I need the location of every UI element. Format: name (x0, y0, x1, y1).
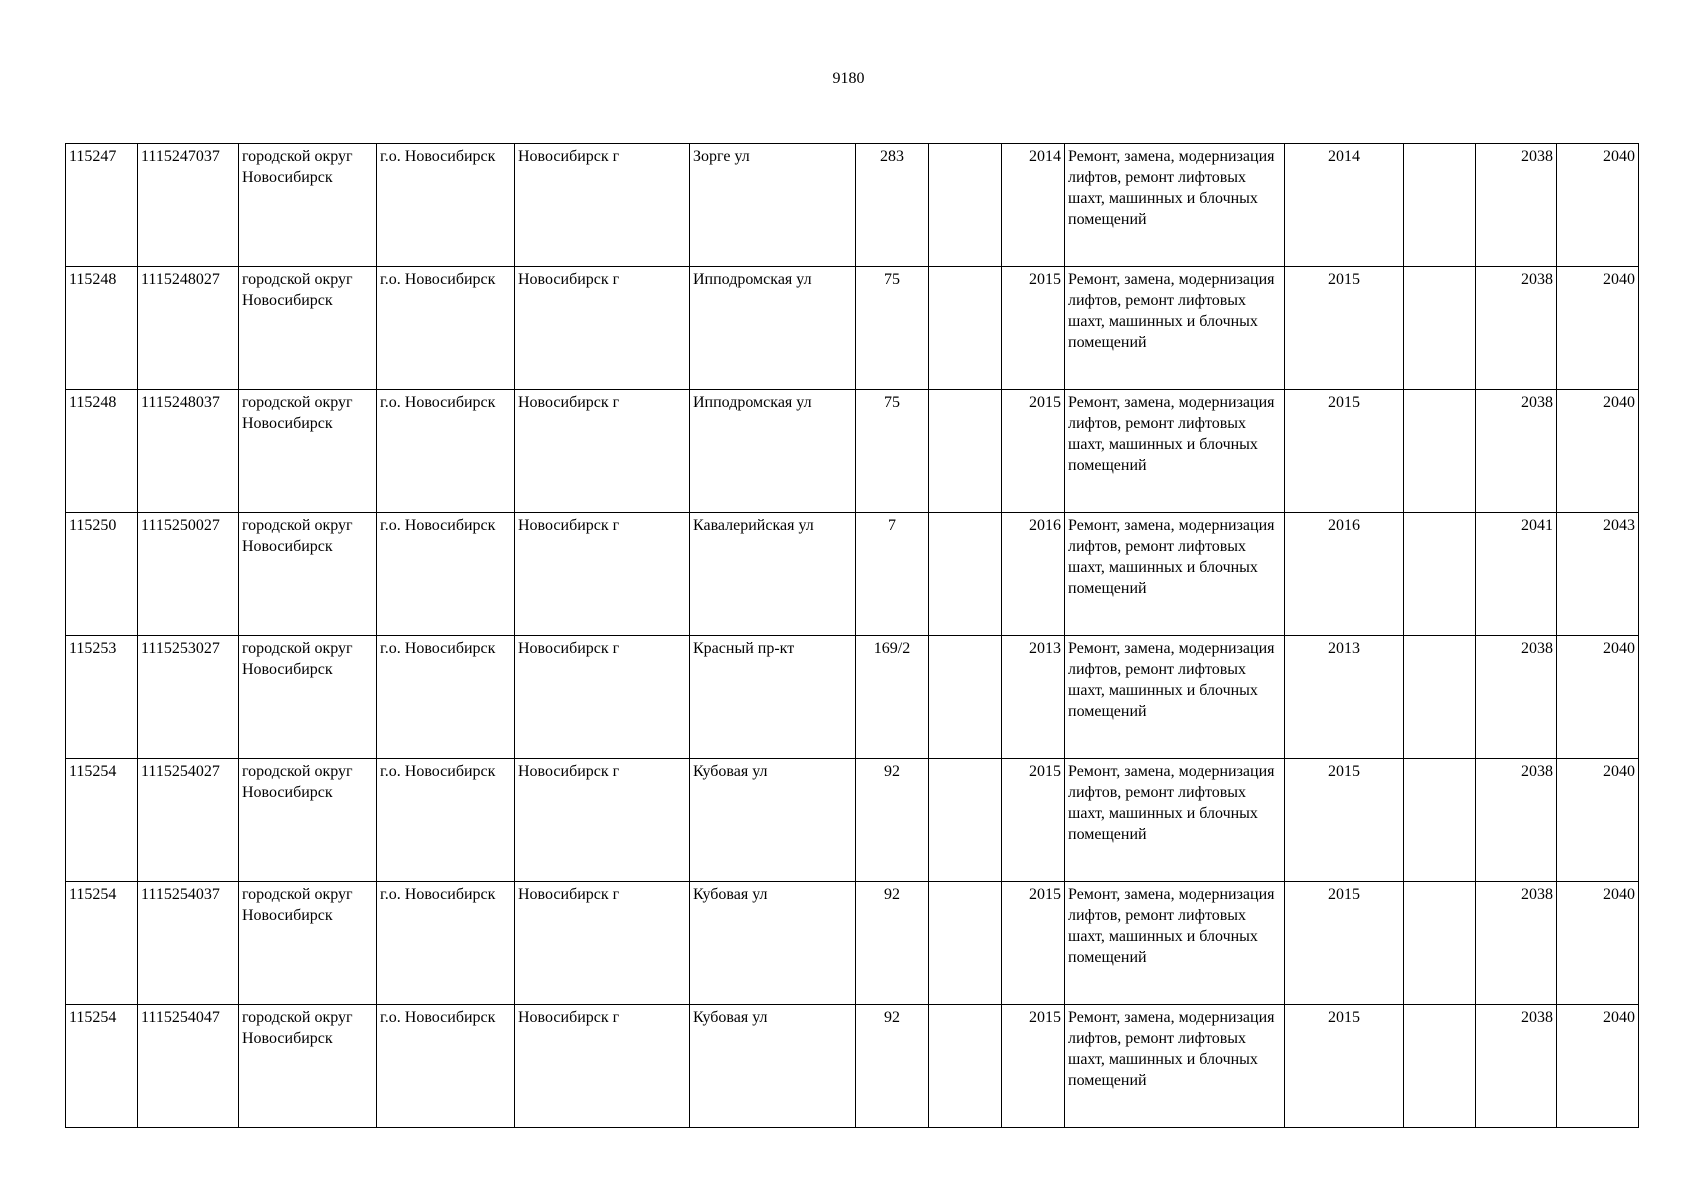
table-row (66, 390, 1639, 513)
cell-repair-year-empty (1404, 267, 1476, 390)
cell-planned-start-year: 2038 (1476, 144, 1557, 267)
cell-work-type: Ремонт, замена, модернизация лифтов, ремонт лифтовых шахт, машинных и блочных помещений (1065, 882, 1285, 1005)
cell-house-number: 283 (856, 144, 929, 267)
cell-municipality: городской округ Новосибирск (239, 144, 377, 267)
cell-house-letter (929, 267, 1002, 390)
cell-last-repair-year: 2014 (1285, 144, 1404, 267)
cell-house-letter (929, 144, 1002, 267)
cell-object-code: 115250 (66, 513, 138, 636)
table-row (66, 759, 1639, 882)
cell-district: г.о. Новосибирск (377, 513, 515, 636)
cell-district: г.о. Новосибирск (377, 882, 515, 1005)
cell-planned-start-year: 2038 (1476, 882, 1557, 1005)
cell-municipality: городской округ Новосибирск (239, 1005, 377, 1128)
cell-commission-year: 2015 (1002, 390, 1065, 513)
cell-commission-year: 2016 (1002, 513, 1065, 636)
cell-commission-year: 2015 (1002, 1005, 1065, 1128)
table-body (66, 144, 1639, 1128)
cell-planned-end-year: 2043 (1557, 513, 1639, 636)
cell-element-code: 1115247037 (138, 144, 239, 267)
cell-planned-end-year: 2040 (1557, 759, 1639, 882)
cell-planned-end-year: 2040 (1557, 144, 1639, 267)
cell-object-code: 115248 (66, 390, 138, 513)
cell-house-number: 7 (856, 513, 929, 636)
cell-work-type: Ремонт, замена, модернизация лифтов, ремонт лифтовых шахт, машинных и блочных помещений (1065, 144, 1285, 267)
cell-work-type: Ремонт, замена, модернизация лифтов, ремонт лифтовых шахт, машинных и блочных помещений (1065, 1005, 1285, 1128)
cell-planned-end-year: 2040 (1557, 882, 1639, 1005)
cell-element-code: 1115253027 (138, 636, 239, 759)
cell-house-number: 92 (856, 1005, 929, 1128)
cell-street: Зорге ул (690, 144, 856, 267)
cell-work-type: Ремонт, замена, модернизация лифтов, ремонт лифтовых шахт, машинных и блочных помещений (1065, 267, 1285, 390)
cell-district: г.о. Новосибирск (377, 636, 515, 759)
cell-district: г.о. Новосибирск (377, 759, 515, 882)
cell-last-repair-year: 2015 (1285, 390, 1404, 513)
cell-last-repair-year: 2015 (1285, 882, 1404, 1005)
cell-planned-start-year: 2038 (1476, 636, 1557, 759)
cell-repair-year-empty (1404, 882, 1476, 1005)
cell-street: Кавалерийская ул (690, 513, 856, 636)
cell-house-letter (929, 636, 1002, 759)
cell-planned-end-year: 2040 (1557, 390, 1639, 513)
cell-street: Кубовая ул (690, 882, 856, 1005)
cell-district: г.о. Новосибирск (377, 267, 515, 390)
cell-repair-year-empty (1404, 513, 1476, 636)
cell-work-type: Ремонт, замена, модернизация лифтов, ремонт лифтовых шахт, машинных и блочных помещений (1065, 513, 1285, 636)
cell-house-number: 92 (856, 882, 929, 1005)
cell-street: Кубовая ул (690, 759, 856, 882)
cell-planned-end-year: 2040 (1557, 636, 1639, 759)
cell-house-letter (929, 513, 1002, 636)
cell-repair-year-empty (1404, 144, 1476, 267)
cell-house-letter (929, 1005, 1002, 1128)
cell-municipality: городской округ Новосибирск (239, 390, 377, 513)
cell-municipality: городской округ Новосибирск (239, 759, 377, 882)
cell-planned-start-year: 2041 (1476, 513, 1557, 636)
cell-house-letter (929, 759, 1002, 882)
cell-commission-year: 2015 (1002, 759, 1065, 882)
cell-settlement: Новосибирск г (515, 144, 690, 267)
cell-object-code: 115254 (66, 759, 138, 882)
table-row (66, 1005, 1639, 1128)
cell-house-number: 75 (856, 390, 929, 513)
cell-repair-year-empty (1404, 390, 1476, 513)
cell-last-repair-year: 2015 (1285, 1005, 1404, 1128)
cell-commission-year: 2013 (1002, 636, 1065, 759)
cell-last-repair-year: 2015 (1285, 759, 1404, 882)
cell-municipality: городской округ Новосибирск (239, 882, 377, 1005)
page-number: 9180 (832, 70, 865, 87)
cell-element-code: 1115254027 (138, 759, 239, 882)
cell-district: г.о. Новосибирск (377, 390, 515, 513)
cell-street: Ипподромская ул (690, 390, 856, 513)
table-row (66, 882, 1639, 1005)
cell-object-code: 115248 (66, 267, 138, 390)
cell-planned-end-year: 2040 (1557, 267, 1639, 390)
cell-last-repair-year: 2016 (1285, 513, 1404, 636)
cell-planned-end-year: 2040 (1557, 1005, 1639, 1128)
table-row (66, 636, 1639, 759)
cell-planned-start-year: 2038 (1476, 390, 1557, 513)
cell-work-type: Ремонт, замена, модернизация лифтов, ремонт лифтовых шахт, машинных и блочных помещений (1065, 759, 1285, 882)
cell-settlement: Новосибирск г (515, 513, 690, 636)
cell-planned-start-year: 2038 (1476, 1005, 1557, 1128)
cell-work-type: Ремонт, замена, модернизация лифтов, ремонт лифтовых шахт, машинных и блочных помещений (1065, 390, 1285, 513)
cell-object-code: 115254 (66, 1005, 138, 1128)
cell-work-type: Ремонт, замена, модернизация лифтов, ремонт лифтовых шахт, машинных и блочных помещений (1065, 636, 1285, 759)
table-row (66, 267, 1639, 390)
cell-element-code: 1115250027 (138, 513, 239, 636)
cell-repair-year-empty (1404, 636, 1476, 759)
cell-planned-start-year: 2038 (1476, 759, 1557, 882)
cell-settlement: Новосибирск г (515, 882, 690, 1005)
cell-settlement: Новосибирск г (515, 390, 690, 513)
cell-last-repair-year: 2015 (1285, 267, 1404, 390)
cell-settlement: Новосибирск г (515, 267, 690, 390)
cell-settlement: Новосибирск г (515, 1005, 690, 1128)
cell-commission-year: 2015 (1002, 882, 1065, 1005)
cell-settlement: Новосибирск г (515, 636, 690, 759)
cell-element-code: 1115248027 (138, 267, 239, 390)
table-row (66, 513, 1639, 636)
cell-element-code: 1115254047 (138, 1005, 239, 1128)
cell-district: г.о. Новосибирск (377, 144, 515, 267)
cell-municipality: городской округ Новосибирск (239, 513, 377, 636)
cell-house-letter (929, 390, 1002, 513)
cell-street: Кубовая ул (690, 1005, 856, 1128)
cell-repair-year-empty (1404, 759, 1476, 882)
cell-repair-year-empty (1404, 1005, 1476, 1128)
cell-element-code: 1115248037 (138, 390, 239, 513)
cell-municipality: городской округ Новосибирск (239, 267, 377, 390)
cell-commission-year: 2014 (1002, 144, 1065, 267)
cell-district: г.о. Новосибирск (377, 1005, 515, 1128)
cell-house-number: 75 (856, 267, 929, 390)
cell-street: Ипподромская ул (690, 267, 856, 390)
cell-commission-year: 2015 (1002, 267, 1065, 390)
cell-house-number: 169/2 (856, 636, 929, 759)
cell-last-repair-year: 2013 (1285, 636, 1404, 759)
cell-object-code: 115254 (66, 882, 138, 1005)
table-row (66, 144, 1639, 267)
cell-house-letter (929, 882, 1002, 1005)
cell-municipality: городской округ Новосибирск (239, 636, 377, 759)
cell-street: Красный пр-кт (690, 636, 856, 759)
cell-object-code: 115253 (66, 636, 138, 759)
data-table (65, 143, 1639, 1128)
cell-settlement: Новосибирск г (515, 759, 690, 882)
cell-element-code: 1115254037 (138, 882, 239, 1005)
cell-planned-start-year: 2038 (1476, 267, 1557, 390)
cell-house-number: 92 (856, 759, 929, 882)
cell-object-code: 115247 (66, 144, 138, 267)
